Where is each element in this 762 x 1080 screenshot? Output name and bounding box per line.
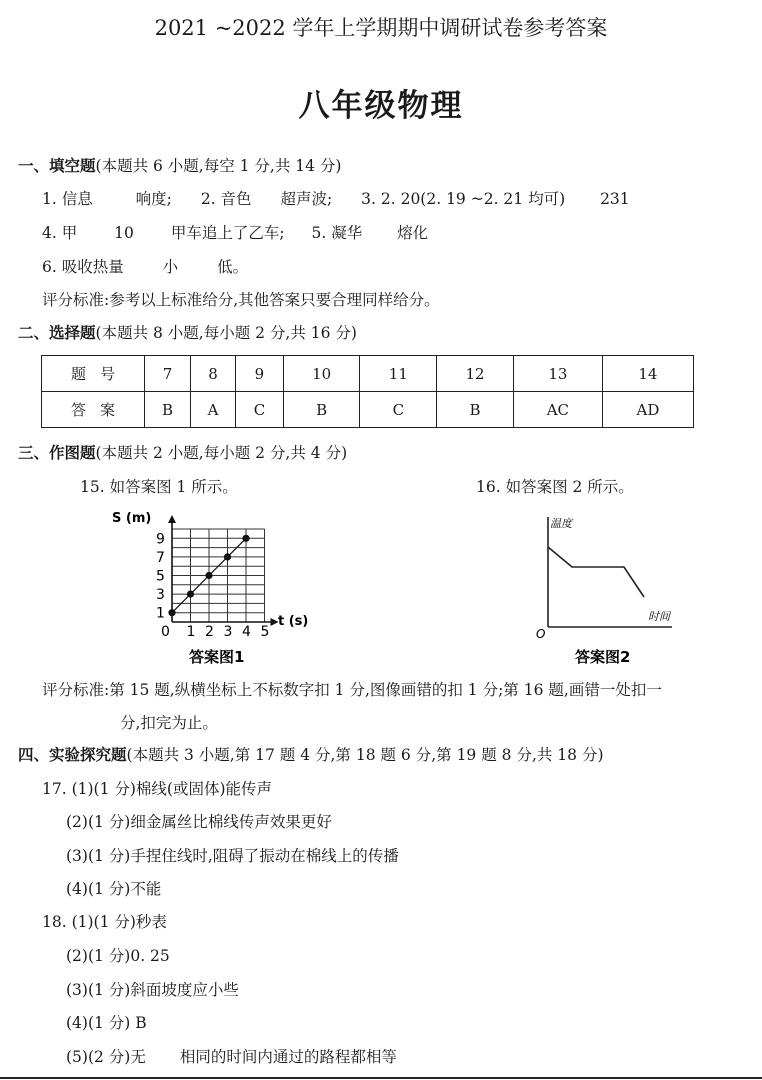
figure-1-chart (100, 505, 330, 670)
fig1-x-tick-label: 4 (242, 624, 251, 640)
q17-line3: (3)(1 分)手捏住线时,阻碍了振动在棉线上的传播 (66, 847, 399, 865)
section1-line2 (42, 223, 428, 243)
table-cell: 12 (437, 356, 514, 392)
answer-3b: 231 (600, 190, 630, 208)
table-cell: 13 (513, 356, 602, 392)
q17-line1: 17. (1)(1 分)棉线(或固体)能传声 (42, 780, 273, 798)
section4-note: (本题共 3 小题,第 17 题 4 分,第 18 题 6 分,第 19 题 8 分,共 18 分) (126, 746, 604, 764)
section3-scoring-line1: 评分标准:第 15 题,纵横坐标上不标数字扣 1 分,图像画错的扣 1 分;第 16 题,画错一处扣一 (42, 681, 662, 699)
fig1-y-tick-label: 7 (156, 549, 165, 566)
section3-note: (本题共 2 小题,每小题 2 分,共 4 分) (95, 444, 348, 462)
section3-heading: 三、作图题 (18, 444, 96, 462)
table-cell: A (190, 392, 235, 428)
q18-line1: 18. (1)(1 分)秒表 (42, 913, 167, 931)
table-cell: 10 (283, 356, 360, 392)
answer-table (41, 355, 694, 428)
section3-heading-line (18, 443, 347, 463)
answer-6b: 小 (162, 258, 179, 276)
q18-line4: (4)(1 分) B (66, 1014, 147, 1032)
q18-line5 (66, 1047, 397, 1067)
fig1-x-tick-label: 1 (186, 624, 196, 640)
table-cell: 8 (190, 356, 235, 392)
fig1-data-point (242, 535, 249, 542)
table-row-answers (42, 392, 694, 428)
fig2-x-axis-label: 时间 (648, 610, 670, 623)
answer-header-cell: 答案 (42, 392, 145, 428)
answer-2a: 2. 音色 (200, 190, 252, 208)
section1-note: (本题共 6 小题,每空 1 分,共 14 分) (95, 157, 342, 175)
fig1-caption: 答案图1 (189, 648, 245, 666)
table-cell: 11 (360, 356, 437, 392)
table-cell: 14 (602, 356, 693, 392)
question-header-cell: 题号 (42, 356, 145, 392)
fig1-x-tick-label: 3 (223, 624, 233, 640)
fig1-origin-label: 0 (161, 624, 170, 640)
answer-6a: 6. 吸收热量 (42, 258, 124, 276)
q15-text: 15. 如答案图 1 所示。 (80, 478, 238, 496)
q17-line2: (2)(1 分)细金属丝比棉线传声效果更好 (66, 813, 332, 831)
bottom-divider (0, 1077, 762, 1079)
fig1-data-point (205, 572, 212, 579)
answer-4b: 10 (114, 224, 134, 242)
table-cell: 9 (236, 356, 284, 392)
answer-3a: 3. 2. 20(2. 19 ~2. 21 均可) (361, 190, 566, 208)
table-cell: AC (513, 392, 602, 428)
fig1-y-tick-label: 1 (156, 605, 165, 622)
fig1-x-tick-label: 2 (205, 624, 214, 640)
table-cell: B (437, 392, 514, 428)
table-row-questions (42, 356, 694, 392)
section1-heading-line (18, 156, 341, 176)
section4-heading: 四、实验探究题 (18, 746, 127, 764)
table-cell: B (145, 392, 191, 428)
figure-2-chart (530, 505, 710, 670)
q18-5-label: (5)(2 分)无 (66, 1048, 146, 1066)
q18-line3: (3)(1 分)斜面坡度应小些 (66, 981, 239, 999)
fig1-y-tick-label: 3 (156, 587, 165, 604)
q16-text: 16. 如答案图 2 所示。 (476, 478, 634, 496)
answer-5b: 熔化 (397, 224, 429, 242)
answer-4c: 甲车追上了乙车; (170, 224, 285, 242)
fig1-axes (168, 515, 279, 626)
section2-heading-line (18, 323, 357, 343)
table-cell: C (236, 392, 284, 428)
q18-line2: (2)(1 分)0. 25 (66, 947, 170, 965)
answer-6c: 低。 (217, 258, 249, 276)
fig1-x-axis-label: t (s) (278, 614, 309, 629)
table-cell: AD (602, 392, 693, 428)
section1-line3 (42, 257, 248, 277)
section1-line1 (42, 189, 630, 209)
fig1-y-arrow (168, 515, 176, 523)
section4-heading-line (18, 745, 604, 765)
fig2-caption: 答案图2 (575, 648, 631, 666)
table-cell: C (360, 392, 437, 428)
answer-1a: 1. 信息 (42, 190, 93, 208)
fig1-y-tick-label: 9 (156, 531, 165, 548)
section2-heading: 二、选择题 (18, 324, 96, 342)
fig2-origin-label: O (536, 627, 546, 641)
fig1-data-point (187, 591, 194, 598)
subject-title: 八年级物理 (298, 88, 464, 124)
fig1-data-point (224, 553, 231, 560)
fig1-y-tick-label: 5 (156, 568, 165, 585)
fig1-x-tick-label: 5 (260, 624, 270, 640)
section1-heading: 一、填空题 (18, 157, 96, 175)
q18-5-reason: 相同的时间内通过的路程都相等 (179, 1048, 397, 1066)
section2-note: (本题共 8 小题,每小题 2 分,共 16 分) (95, 324, 357, 342)
fig1-grid (172, 529, 265, 622)
fig2-curve (548, 547, 644, 597)
answer-2b: 超声波; (280, 190, 333, 208)
table-cell: B (283, 392, 360, 428)
section3-scoring-line2: 分,扣完为止。 (120, 714, 218, 732)
answer-5a: 5. 凝华 (311, 224, 363, 242)
fig1-data-point (168, 609, 175, 616)
section1-scoring: 评分标准:参考以上标准给分,其他答案只要合理同样给分。 (42, 291, 440, 309)
answer-4a: 4. 甲 (42, 224, 78, 242)
fig1-y-axis-label: S (m) (112, 511, 152, 526)
table-cell: 7 (145, 356, 191, 392)
q17-line4: (4)(1 分)不能 (66, 880, 162, 898)
document-header: 2021 ~2022 学年上学期期中调研试卷参考答案 (154, 16, 608, 40)
answer-1b: 响度; (135, 190, 172, 208)
fig2-y-axis-label: 温度 (550, 517, 572, 530)
